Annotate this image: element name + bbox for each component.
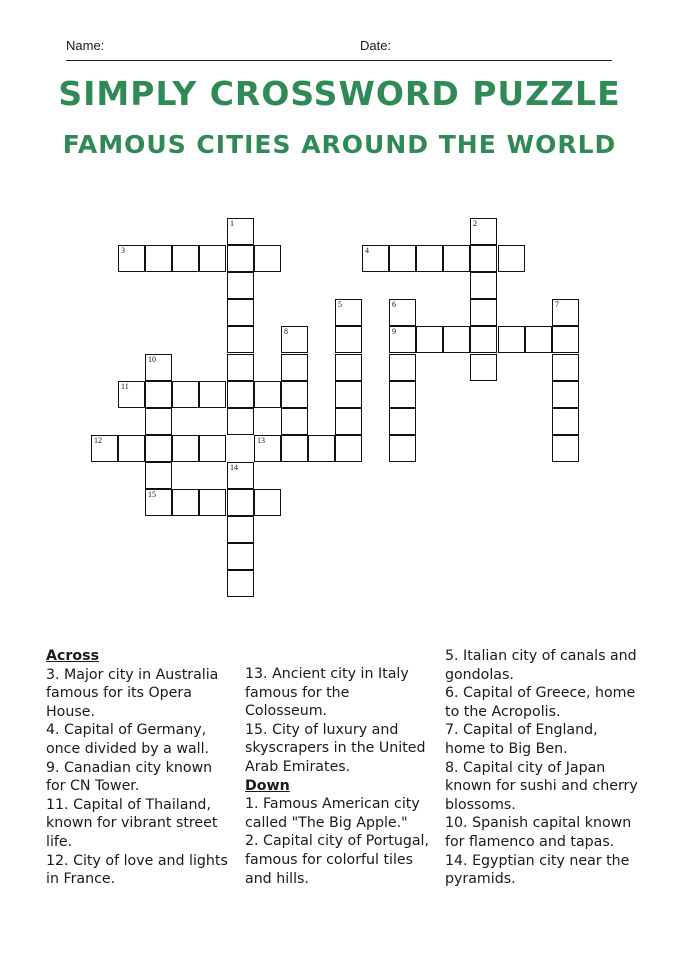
clue-number: 1: [230, 219, 234, 228]
grid-cell[interactable]: [389, 435, 416, 462]
grid-cell[interactable]: [254, 489, 281, 516]
clue-down-14: 14. Egyptian city near the pyramids.: [445, 852, 630, 888]
grid-cell[interactable]: [389, 381, 416, 408]
grid-cell[interactable]: [470, 299, 497, 326]
grid-cell[interactable]: [389, 408, 416, 435]
grid-cell[interactable]: [118, 245, 145, 272]
clues-column-3: [445, 647, 640, 889]
grid-cell[interactable]: [525, 326, 552, 353]
grid-cell[interactable]: [145, 245, 172, 272]
page-subtitle: FAMOUS CITIES AROUND THE WORLD: [62, 130, 617, 159]
grid-cell[interactable]: [416, 245, 443, 272]
grid-cell[interactable]: [389, 299, 416, 326]
clue-number: 15: [148, 490, 156, 499]
grid-cell[interactable]: [552, 299, 579, 326]
name-date-line: [66, 38, 612, 61]
grid-cell[interactable]: [552, 326, 579, 353]
clue-number: 3: [121, 246, 125, 255]
grid-cell[interactable]: [227, 408, 254, 435]
grid-cell[interactable]: [199, 245, 226, 272]
grid-cell[interactable]: [118, 381, 145, 408]
grid-cell[interactable]: [335, 381, 362, 408]
grid-cell[interactable]: [335, 299, 362, 326]
clue-down-5: 5. Italian city of canals and gondolas.: [445, 648, 637, 683]
grid-cell[interactable]: [335, 326, 362, 353]
clues-column-2: [245, 665, 435, 888]
clue-number: 11: [121, 382, 129, 391]
grid-cell[interactable]: [281, 381, 308, 408]
grid-cell[interactable]: [281, 435, 308, 462]
clue-number: 14: [230, 463, 238, 472]
clue-across-9: 9. Canadian city known for CN Tower.: [46, 759, 213, 795]
grid-cell[interactable]: [145, 354, 172, 381]
grid-cell[interactable]: [335, 354, 362, 381]
clue-down-6: 6. Capital of Greece, home to the Acropolis.: [445, 685, 636, 720]
grid-cell[interactable]: [199, 435, 226, 462]
grid-cell[interactable]: [199, 381, 226, 408]
grid-cell[interactable]: [443, 326, 470, 353]
grid-cell[interactable]: [227, 543, 254, 570]
grid-cell[interactable]: [254, 381, 281, 408]
across-heading: Across: [46, 648, 100, 664]
clue-number: 7: [555, 300, 559, 309]
grid-cell[interactable]: [172, 489, 199, 516]
grid-cell[interactable]: [254, 435, 281, 462]
grid-cell[interactable]: [552, 435, 579, 462]
grid-cell[interactable]: [470, 245, 497, 272]
grid-cell[interactable]: [281, 326, 308, 353]
grid-cell[interactable]: [227, 245, 254, 272]
grid-cell[interactable]: [308, 435, 335, 462]
grid-cell[interactable]: [227, 381, 254, 408]
date-label: Date:: [360, 38, 392, 53]
clue-down-1: 1. Famous American city called "The Big Apple.": [245, 796, 420, 831]
grid-cell[interactable]: [362, 245, 389, 272]
page-title: SIMPLY CROSSWORD PUZZLE: [58, 74, 621, 113]
clue-down-10: 10. Spanish capital known for flamenco and tapas.: [445, 815, 632, 850]
grid-cell[interactable]: [227, 354, 254, 381]
grid-cell[interactable]: [470, 218, 497, 245]
grid-cell[interactable]: [335, 408, 362, 435]
clues-column-1: [46, 647, 236, 889]
clue-across-4: 4. Capital of Germany, once divided by a wall.: [46, 722, 210, 757]
grid-cell[interactable]: [227, 299, 254, 326]
clue-across-12: 12. City of love and lights in France.: [46, 852, 228, 888]
grid-cell[interactable]: [91, 435, 118, 462]
clue-number: 6: [392, 300, 396, 309]
clue-number: 9: [392, 327, 396, 336]
clue-down-8: 8. Capital city of Japan known for sushi and cherry blossoms.: [445, 759, 638, 813]
grid-cell[interactable]: [281, 354, 308, 381]
grid-cell[interactable]: [552, 381, 579, 408]
grid-cell[interactable]: [389, 245, 416, 272]
grid-cell[interactable]: [145, 408, 172, 435]
grid-cell[interactable]: [552, 408, 579, 435]
grid-cell[interactable]: [227, 489, 254, 516]
clue-down-7: 7. Capital of England, home to Big Ben.: [445, 722, 598, 757]
grid-cell[interactable]: [227, 516, 254, 543]
grid-cell[interactable]: [281, 408, 308, 435]
grid-cell[interactable]: [227, 272, 254, 299]
clue-across-13: 13. Ancient city in Italy famous for the Colosseum.: [245, 666, 409, 720]
grid-cell[interactable]: [145, 462, 172, 489]
grid-cell[interactable]: [145, 435, 172, 462]
clue-across-11: 11. Capital of Thailand, known for vibrant street life.: [46, 796, 218, 850]
grid-cell[interactable]: [389, 326, 416, 353]
clue-across-3: 3. Major city in Australia famous for its Opera House.: [46, 666, 219, 720]
grid-cell[interactable]: [145, 489, 172, 516]
clue-number: 10: [148, 355, 156, 364]
grid-cell[interactable]: [254, 245, 281, 272]
grid-cell[interactable]: [470, 326, 497, 353]
grid-cell[interactable]: [227, 570, 254, 597]
grid-cell[interactable]: [552, 354, 579, 381]
clue-number: 5: [338, 300, 342, 309]
grid-cell[interactable]: [443, 245, 470, 272]
grid-cell[interactable]: [172, 381, 199, 408]
grid-cell[interactable]: [470, 272, 497, 299]
down-heading: Down: [245, 777, 290, 794]
clue-across-15: 15. City of luxury and skyscrapers in the United Arab Emirates.: [245, 721, 426, 775]
grid-cell[interactable]: [118, 435, 145, 462]
grid-cell[interactable]: [470, 354, 497, 381]
grid-cell[interactable]: [389, 354, 416, 381]
clue-number: 13: [257, 436, 265, 445]
grid-cell[interactable]: [498, 326, 525, 353]
grid-cell[interactable]: [172, 435, 199, 462]
grid-cell[interactable]: [416, 326, 443, 353]
clue-number: 8: [284, 327, 288, 336]
clue-number: 12: [94, 436, 102, 445]
grid-cell[interactable]: [227, 462, 254, 489]
grid-cell[interactable]: [498, 245, 525, 272]
grid-cell[interactable]: [145, 381, 172, 408]
clue-number: 2: [473, 219, 477, 228]
clue-number: 4: [365, 246, 369, 255]
grid-cell[interactable]: [199, 489, 226, 516]
grid-cell[interactable]: [227, 326, 254, 353]
grid-cell[interactable]: [227, 218, 254, 245]
grid-cell[interactable]: [335, 435, 362, 462]
name-label: Name:: [66, 38, 105, 53]
clue-down-2: 2. Capital city of Portugal, famous for colorful tiles and hills.: [245, 833, 429, 887]
grid-cell[interactable]: [172, 245, 199, 272]
